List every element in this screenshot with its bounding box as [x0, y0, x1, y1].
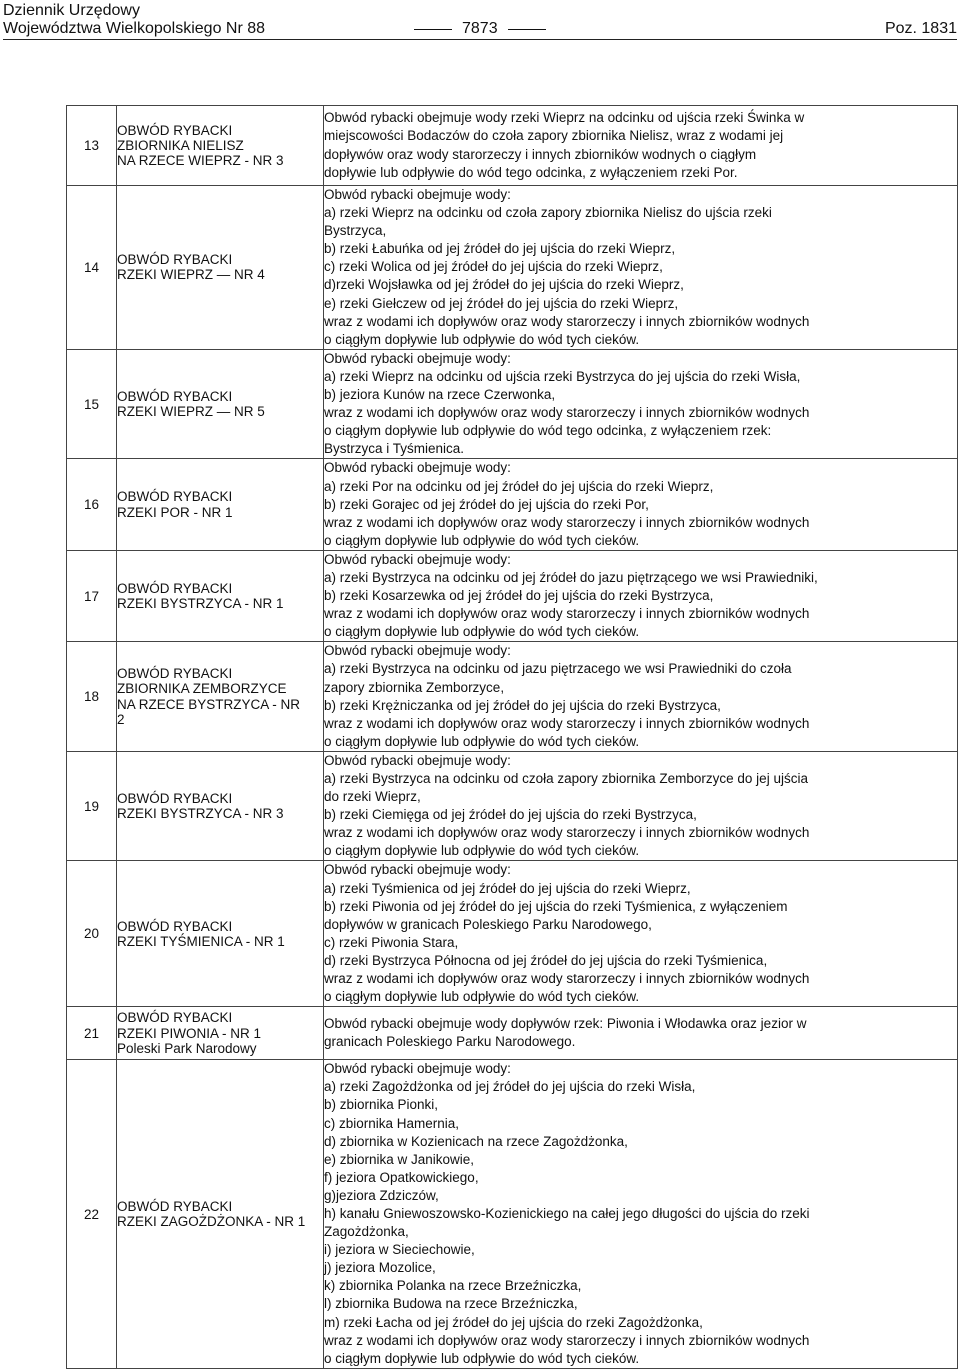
row-number: 19 — [67, 751, 117, 861]
description-line: b) rzeki Łabuńka od jej źródeł do jej ujścia do rzeki Wieprz, — [324, 241, 676, 257]
description-line: j) jeziora Mozolice, — [324, 1260, 436, 1276]
description-line: m) rzeki Łacha od jej źródeł do jej ujścia do rzeki Zagożdżonka, — [324, 1314, 703, 1330]
district-description — [324, 642, 958, 752]
row-number: 13 — [67, 106, 117, 186]
row-number: 17 — [67, 550, 117, 641]
district-description — [324, 1007, 958, 1060]
table-row — [67, 861, 958, 1007]
fishing-districts-table — [66, 105, 958, 1369]
district-description — [324, 751, 958, 861]
table-row — [67, 186, 958, 350]
description-line: Obwód rybacki obejmuje wody: — [324, 551, 511, 567]
row-number: 18 — [67, 642, 117, 752]
district-name — [117, 751, 324, 861]
description-line: a) rzeki Tyśmienica od jej źródeł do jej ujścia do rzeki Wieprz, — [324, 880, 691, 896]
description-line: l) zbiornika Budowa na rzece Brzeźniczka, — [324, 1296, 578, 1312]
district-name-line: OBWÓD RYBACKI — [117, 1010, 233, 1026]
row-number: 22 — [67, 1060, 117, 1369]
position-number: Poz. 1831 — [884, 20, 957, 37]
table-row — [67, 642, 958, 752]
description-line: o ciągłym dopływie lub odpływie do wód tych cieków. — [324, 733, 640, 749]
district-name-line: NA RZECE BYSTRZYCA - NR — [117, 696, 301, 712]
row-number: 21 — [67, 1007, 117, 1060]
description-line: o ciągłym dopływie lub odpływie do wód tych cieków. — [324, 1350, 640, 1366]
description-line: c) zbiornika Hamernia, — [324, 1115, 460, 1131]
district-description — [324, 459, 958, 550]
description-line: o ciągłym dopływie lub odpływie do wód tych cieków. — [324, 843, 640, 859]
description-line: wraz z wodami ich dopływów oraz wody starorzeczy i innych zbiorników wodnych — [324, 971, 810, 987]
description-line: i) jeziora w Sieciechowie, — [324, 1242, 475, 1258]
district-name-line: OBWÓD RYBACKI — [117, 252, 233, 268]
description-line: Obwód rybacki obejmuje wody: — [324, 643, 511, 659]
description-line: b) jeziora Kunów na rzece Czerwonka, — [324, 387, 556, 403]
description-line: zapory zbiornika Zemborzyce, — [324, 679, 505, 695]
district-description — [324, 861, 958, 1007]
district-name — [117, 550, 324, 641]
description-line: e) zbiornika w Janikowie, — [324, 1151, 475, 1167]
table-row — [67, 1007, 958, 1060]
description-line: wraz z wodami ich dopływów oraz wody starorzeczy i innych zbiorników wodnych — [324, 1332, 810, 1348]
description-line: h) kanału Gniewoszowsko-Kozienickiego na całej jego długości do ujścia do rzeki — [324, 1205, 810, 1221]
description-line: Obwód rybacki obejmuje wody dopływów rzek: Piwonia i Włodawka oraz jezior w — [324, 1016, 807, 1032]
description-line: dopływie lub odpływie do wód tego odcinka, z wyłączeniem rzeki Por. — [324, 164, 738, 180]
description-line: a) rzeki Bystrzyca na odcinku od jazu piętrzacego we wsi Prawiedniki do czoła — [324, 661, 792, 677]
description-line: b) rzeki Kosarzewka od jej źródeł do jej ujścia do rzeki Bystrzyca, — [324, 588, 714, 604]
district-name — [117, 186, 324, 350]
district-description — [324, 349, 958, 459]
description-line: granicach Poleskiego Parku Narodowego. — [324, 1034, 576, 1050]
district-name-line: ZBIORNIKA NIELISZ — [117, 137, 244, 153]
description-line: wraz z wodami ich dopływów oraz wody starorzeczy i innych zbiorników wodnych — [324, 514, 810, 530]
description-line: d) zbiornika w Kozienicach na rzece Zagożdżonka, — [324, 1133, 628, 1149]
district-name-line: RZEKI PIWONIA - NR 1 — [117, 1025, 262, 1041]
description-line: wraz z wodami ich dopływów oraz wody starorzeczy i innych zbiorników wodnych — [324, 405, 810, 421]
description-line: wraz z wodami ich dopływów oraz wody starorzeczy i innych zbiorników wodnych — [324, 313, 810, 329]
district-description — [324, 186, 958, 350]
district-name-line: 2 — [117, 711, 125, 727]
description-line: Obwód rybacki obejmuje wody: — [324, 460, 511, 476]
district-name — [117, 1007, 324, 1060]
district-name-line: RZEKI POR - NR 1 — [117, 504, 233, 520]
description-line: wraz z wodami ich dopływów oraz wody starorzeczy i innych zbiorników wodnych — [324, 825, 810, 841]
description-line: Obwód rybacki obejmuje wody: — [324, 862, 511, 878]
table-body — [67, 106, 958, 1369]
page-header — [0, 0, 960, 40]
description-line: a) rzeki Por na odcinku od jej źródeł do jej ujścia do rzeki Wieprz, — [324, 478, 714, 494]
district-name-line: RZEKI BYSTRZYCA - NR 3 — [117, 806, 284, 822]
description-line: Bystrzyca, — [324, 223, 387, 239]
description-line: b) zbiornika Pionki, — [324, 1097, 439, 1113]
journal-title-line2: Województwa Wielkopolskiego Nr 88 — [3, 20, 266, 37]
description-line: wraz z wodami ich dopływów oraz wody starorzeczy i innych zbiorników wodnych — [324, 606, 810, 622]
description-line: Obwód rybacki obejmuje wody rzeki Wieprz na odcinku od ujścia rzeki Świnka w — [324, 110, 805, 126]
district-name-line: RZEKI WIEPRZ — NR 4 — [117, 267, 265, 283]
district-name-line: OBWÓD RYBACKI — [117, 790, 233, 806]
table-row — [67, 349, 958, 459]
district-name — [117, 349, 324, 459]
district-description — [324, 550, 958, 641]
description-line: wraz z wodami ich dopływów oraz wody starorzeczy i innych zbiorników wodnych — [324, 715, 810, 731]
district-name-line: OBWÓD RYBACKI — [117, 388, 233, 404]
row-number: 16 — [67, 459, 117, 550]
row-number: 14 — [67, 186, 117, 350]
description-line: o ciągłym dopływie lub odpływie do wód tych cieków. — [324, 989, 640, 1005]
description-line: Obwód rybacki obejmuje wody: — [324, 350, 511, 366]
district-name-line: RZEKI ZAGOŻDŻONKA - NR 1 — [117, 1214, 306, 1230]
description-line: Zagożdżonka, — [324, 1224, 409, 1240]
description-line: Bystrzyca i Tyśmienica. — [324, 441, 465, 457]
table-row — [67, 106, 958, 186]
description-line: dopływów w granicach Poleskiego Parku Narodowego, — [324, 916, 652, 932]
description-line: e) rzeki Giełczew od jej źródeł do jej ujścia do rzeki Wieprz, — [324, 295, 679, 311]
table-row — [67, 459, 958, 550]
district-name-line: RZEKI WIEPRZ — NR 5 — [117, 404, 265, 420]
page-number-right-dash — [508, 29, 546, 30]
district-name-line: Poleski Park Narodowy — [117, 1040, 257, 1056]
description-line: c) rzeki Wolica od jej źródeł do jej ujścia do rzeki Wieprz, — [324, 259, 663, 275]
description-line: b) rzeki Ciemięga od jej źródeł do jej ujścia do rzeki Bystrzyca, — [324, 807, 697, 823]
description-line: d)rzeki Wojsławka od jej źródeł do jej ujścia do rzeki Wieprz, — [324, 277, 684, 293]
description-line: o ciągłym dopływie lub odpływie do wód tego odcinka, z wyłączeniem rzek: — [324, 423, 772, 439]
description-line: miejscowości Bodaczów do czoła zapory zbiornika Nielisz, wraz z wodami jej — [324, 128, 784, 144]
description-line: a) rzeki Bystrzyca na odcinku od jej źródeł do jazu piętrzącego we wsi Prawiedniki, — [324, 569, 818, 585]
description-line: b) rzeki Krężniczanka od jej źródeł do jej ujścia do rzeki Bystrzyca, — [324, 697, 721, 713]
description-line: dopływów oraz wody starorzeczy i innych zbiorników wodnych o ciągłym — [324, 146, 757, 162]
description-line: do rzeki Wieprz, — [324, 789, 421, 805]
header-rule — [3, 39, 957, 40]
district-description — [324, 106, 958, 186]
district-name-line: OBWÓD RYBACKI — [117, 489, 233, 505]
district-name-line: OBWÓD RYBACKI — [117, 1198, 233, 1214]
description-line: Obwód rybacki obejmuje wody: — [324, 187, 511, 202]
district-name — [117, 642, 324, 752]
page-number: 7873 — [462, 20, 498, 37]
district-name-line: NA RZECE WIEPRZ - NR 3 — [117, 153, 284, 169]
page-number-left-dash — [414, 29, 452, 30]
description-line: a) rzeki Zagożdżonka od jej źródeł do jej ujścia do rzeki Wisła, — [324, 1079, 696, 1095]
district-name-line: OBWÓD RYBACKI — [117, 918, 233, 934]
description-line: a) rzeki Bystrzyca na odcinku od czoła zapory zbiornika Zemborzyce do jej ujścia — [324, 771, 808, 786]
description-line: b) rzeki Gorajec od jej źródeł do jej ujścia do rzeki Por, — [324, 496, 649, 512]
table-row — [67, 550, 958, 641]
district-name-line: OBWÓD RYBACKI — [117, 580, 233, 596]
description-line: o ciągłym dopływie lub odpływie do wód tych cieków. — [324, 532, 640, 548]
description-line: d) rzeki Bystrzyca Północna od jej źródeł do jej ujścia do rzeki Tyśmienica, — [324, 952, 768, 968]
district-name — [117, 459, 324, 550]
description-line: g)jeziora Zdziczów, — [324, 1187, 439, 1203]
district-name — [117, 861, 324, 1007]
description-line: f) jeziora Opatkowickiego, — [324, 1169, 479, 1185]
district-description — [324, 1060, 958, 1369]
description-line: o ciągłym dopływie lub odpływie do wód tych cieków. — [324, 624, 640, 640]
table-row — [67, 1060, 958, 1369]
description-line: c) rzeki Piwonia Stara, — [324, 934, 459, 950]
description-line: o ciągłym dopływie lub odpływie do wód tych cieków. — [324, 331, 640, 347]
district-name — [117, 106, 324, 186]
district-name — [117, 1060, 324, 1369]
description-line: Obwód rybacki obejmuje wody: — [324, 1061, 511, 1077]
description-line: a) rzeki Wieprz na odcinku od ujścia rzeki Bystrzyca do jej ujścia do rzeki Wisła, — [324, 368, 801, 384]
journal-title-line1: Dziennik Urzędowy — [3, 2, 140, 19]
district-name-line: OBWÓD RYBACKI — [117, 666, 233, 682]
district-name-line: ZBIORNIKA ZEMBORZYCE — [117, 681, 287, 697]
description-line: a) rzeki Wieprz na odcinku od czoła zapory zbiornika Nielisz do ujścia rzeki — [324, 205, 772, 221]
district-name-line: RZEKI BYSTRZYCA - NR 1 — [117, 596, 284, 612]
description-line: Obwód rybacki obejmuje wody: — [324, 752, 511, 768]
description-line: k) zbiornika Polanka na rzece Brzeźniczka, — [324, 1278, 582, 1294]
district-name-line: OBWÓD RYBACKI — [117, 122, 233, 138]
description-line: b) rzeki Piwonia od jej źródeł do jej ujścia do rzeki Tyśmienica, z wyłączeniem — [324, 898, 788, 914]
district-name-line: RZEKI TYŚMIENICA - NR 1 — [117, 933, 285, 949]
row-number: 20 — [67, 861, 117, 1007]
table-row — [67, 751, 958, 861]
row-number: 15 — [67, 349, 117, 459]
